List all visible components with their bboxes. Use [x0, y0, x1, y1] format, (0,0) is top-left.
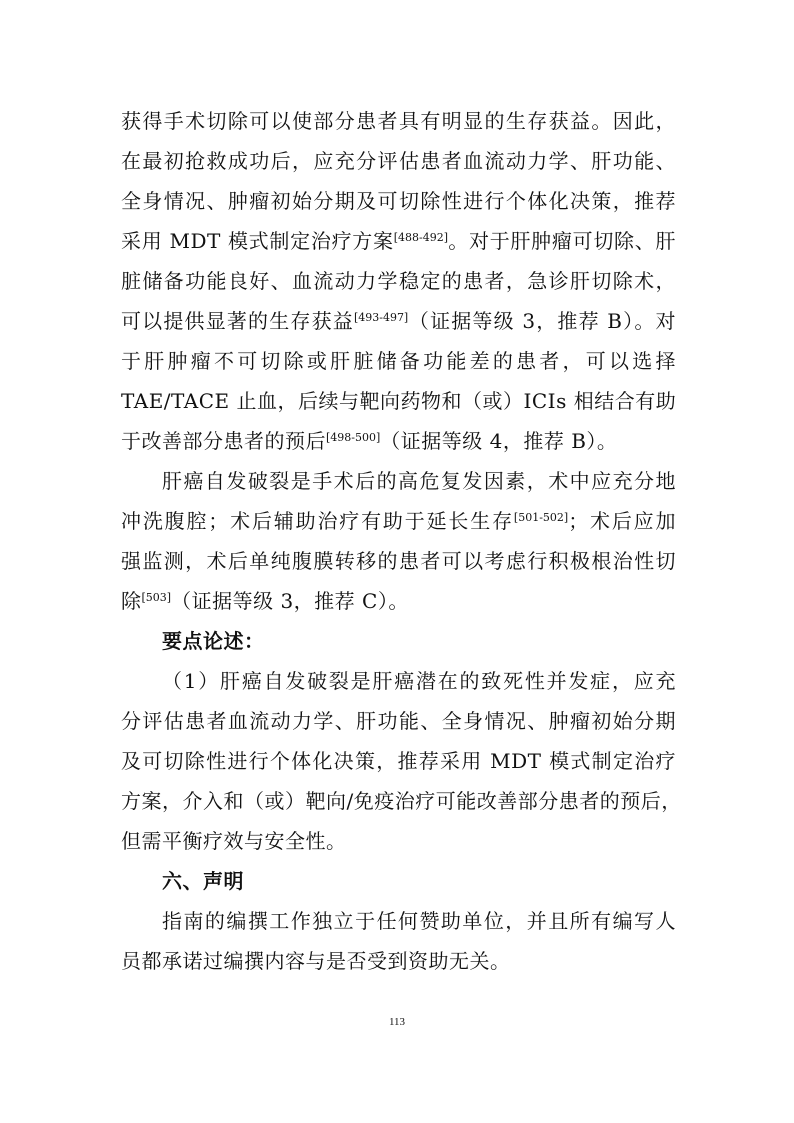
body-line	[121, 421, 676, 461]
body-line	[121, 581, 676, 621]
body-line: （1）肝癌自发破裂是肝癌潜在的致死性并发症，应充	[162, 669, 676, 693]
body-line: 指南的编撰工作独立于任何赞助单位，并且所有编写人	[162, 909, 676, 933]
body-text: （证据等级 3，推荐 B）。对	[408, 309, 677, 333]
body-text: （证据等级 3，推荐 C）。	[171, 589, 409, 613]
citation: [503]	[141, 591, 172, 604]
body-text: 采用 MDT 模式制定治疗方案	[121, 229, 394, 253]
body-text: 可以提供显著的生存获益	[121, 309, 354, 333]
body-line: 方案，介入和（或）靶向/免疫治疗可能改善部分患者的预后，	[121, 789, 682, 813]
body-line: 于肝肿瘤不可切除或肝脏储备功能差的患者，可以选择	[121, 349, 676, 373]
body-line: TAE/TACE 止血，后续与靶向药物和（或）ICIs 相结合有助	[121, 389, 677, 413]
page-number: 113	[388, 1016, 406, 1028]
body-line	[121, 301, 676, 341]
body-line: 在最初抢救成功后，应充分评估患者血流动力学、肝功能、	[121, 149, 676, 173]
body-line: 获得手术切除可以使部分患者具有明显的生存获益。因此，	[121, 109, 676, 133]
citation: [498-500]	[326, 431, 381, 444]
body-text: 。对于肝肿瘤可切除、肝	[448, 229, 676, 253]
body-text: 除	[121, 589, 142, 613]
citation: [501-502]	[513, 511, 569, 524]
body-line	[121, 221, 676, 261]
body-line: 强监测，术后单纯腹膜转移的患者可以考虑行积极根治性切	[121, 549, 676, 573]
citation: [493-497]	[353, 311, 409, 324]
body-line: 分评估患者血流动力学、肝功能、全身情况、肿瘤初始分期	[121, 709, 676, 733]
body-text: （证据等级 4，推荐 B）。	[380, 429, 618, 453]
body-line: 脏储备功能良好、血流动力学稳定的患者，急诊肝切除术，	[121, 269, 676, 293]
body-line: 员都承诺过编撰内容与是否受到资助无关。	[121, 949, 511, 973]
section-heading: 六、声明	[162, 869, 244, 893]
body-line: 及可切除性进行个体化决策，推荐采用 MDT 模式制定治疗	[121, 749, 676, 773]
body-text: 于改善部分患者的预后	[121, 429, 326, 453]
key-points-heading: 要点论述：	[162, 629, 265, 653]
body-text: 冲洗腹腔；术后辅助治疗有助于延长生存	[121, 509, 514, 533]
body-line: 肝癌自发破裂是手术后的高危复发因素，术中应充分地	[162, 469, 676, 493]
body-text: ；术后应加	[568, 509, 677, 533]
body-line: 但需平衡疗效与安全性。	[121, 829, 347, 853]
body-line: 全身情况、肿瘤初始分期及可切除性进行个体化决策，推荐	[121, 189, 676, 213]
citation: [488-492]	[393, 231, 449, 244]
body-line	[121, 501, 676, 541]
